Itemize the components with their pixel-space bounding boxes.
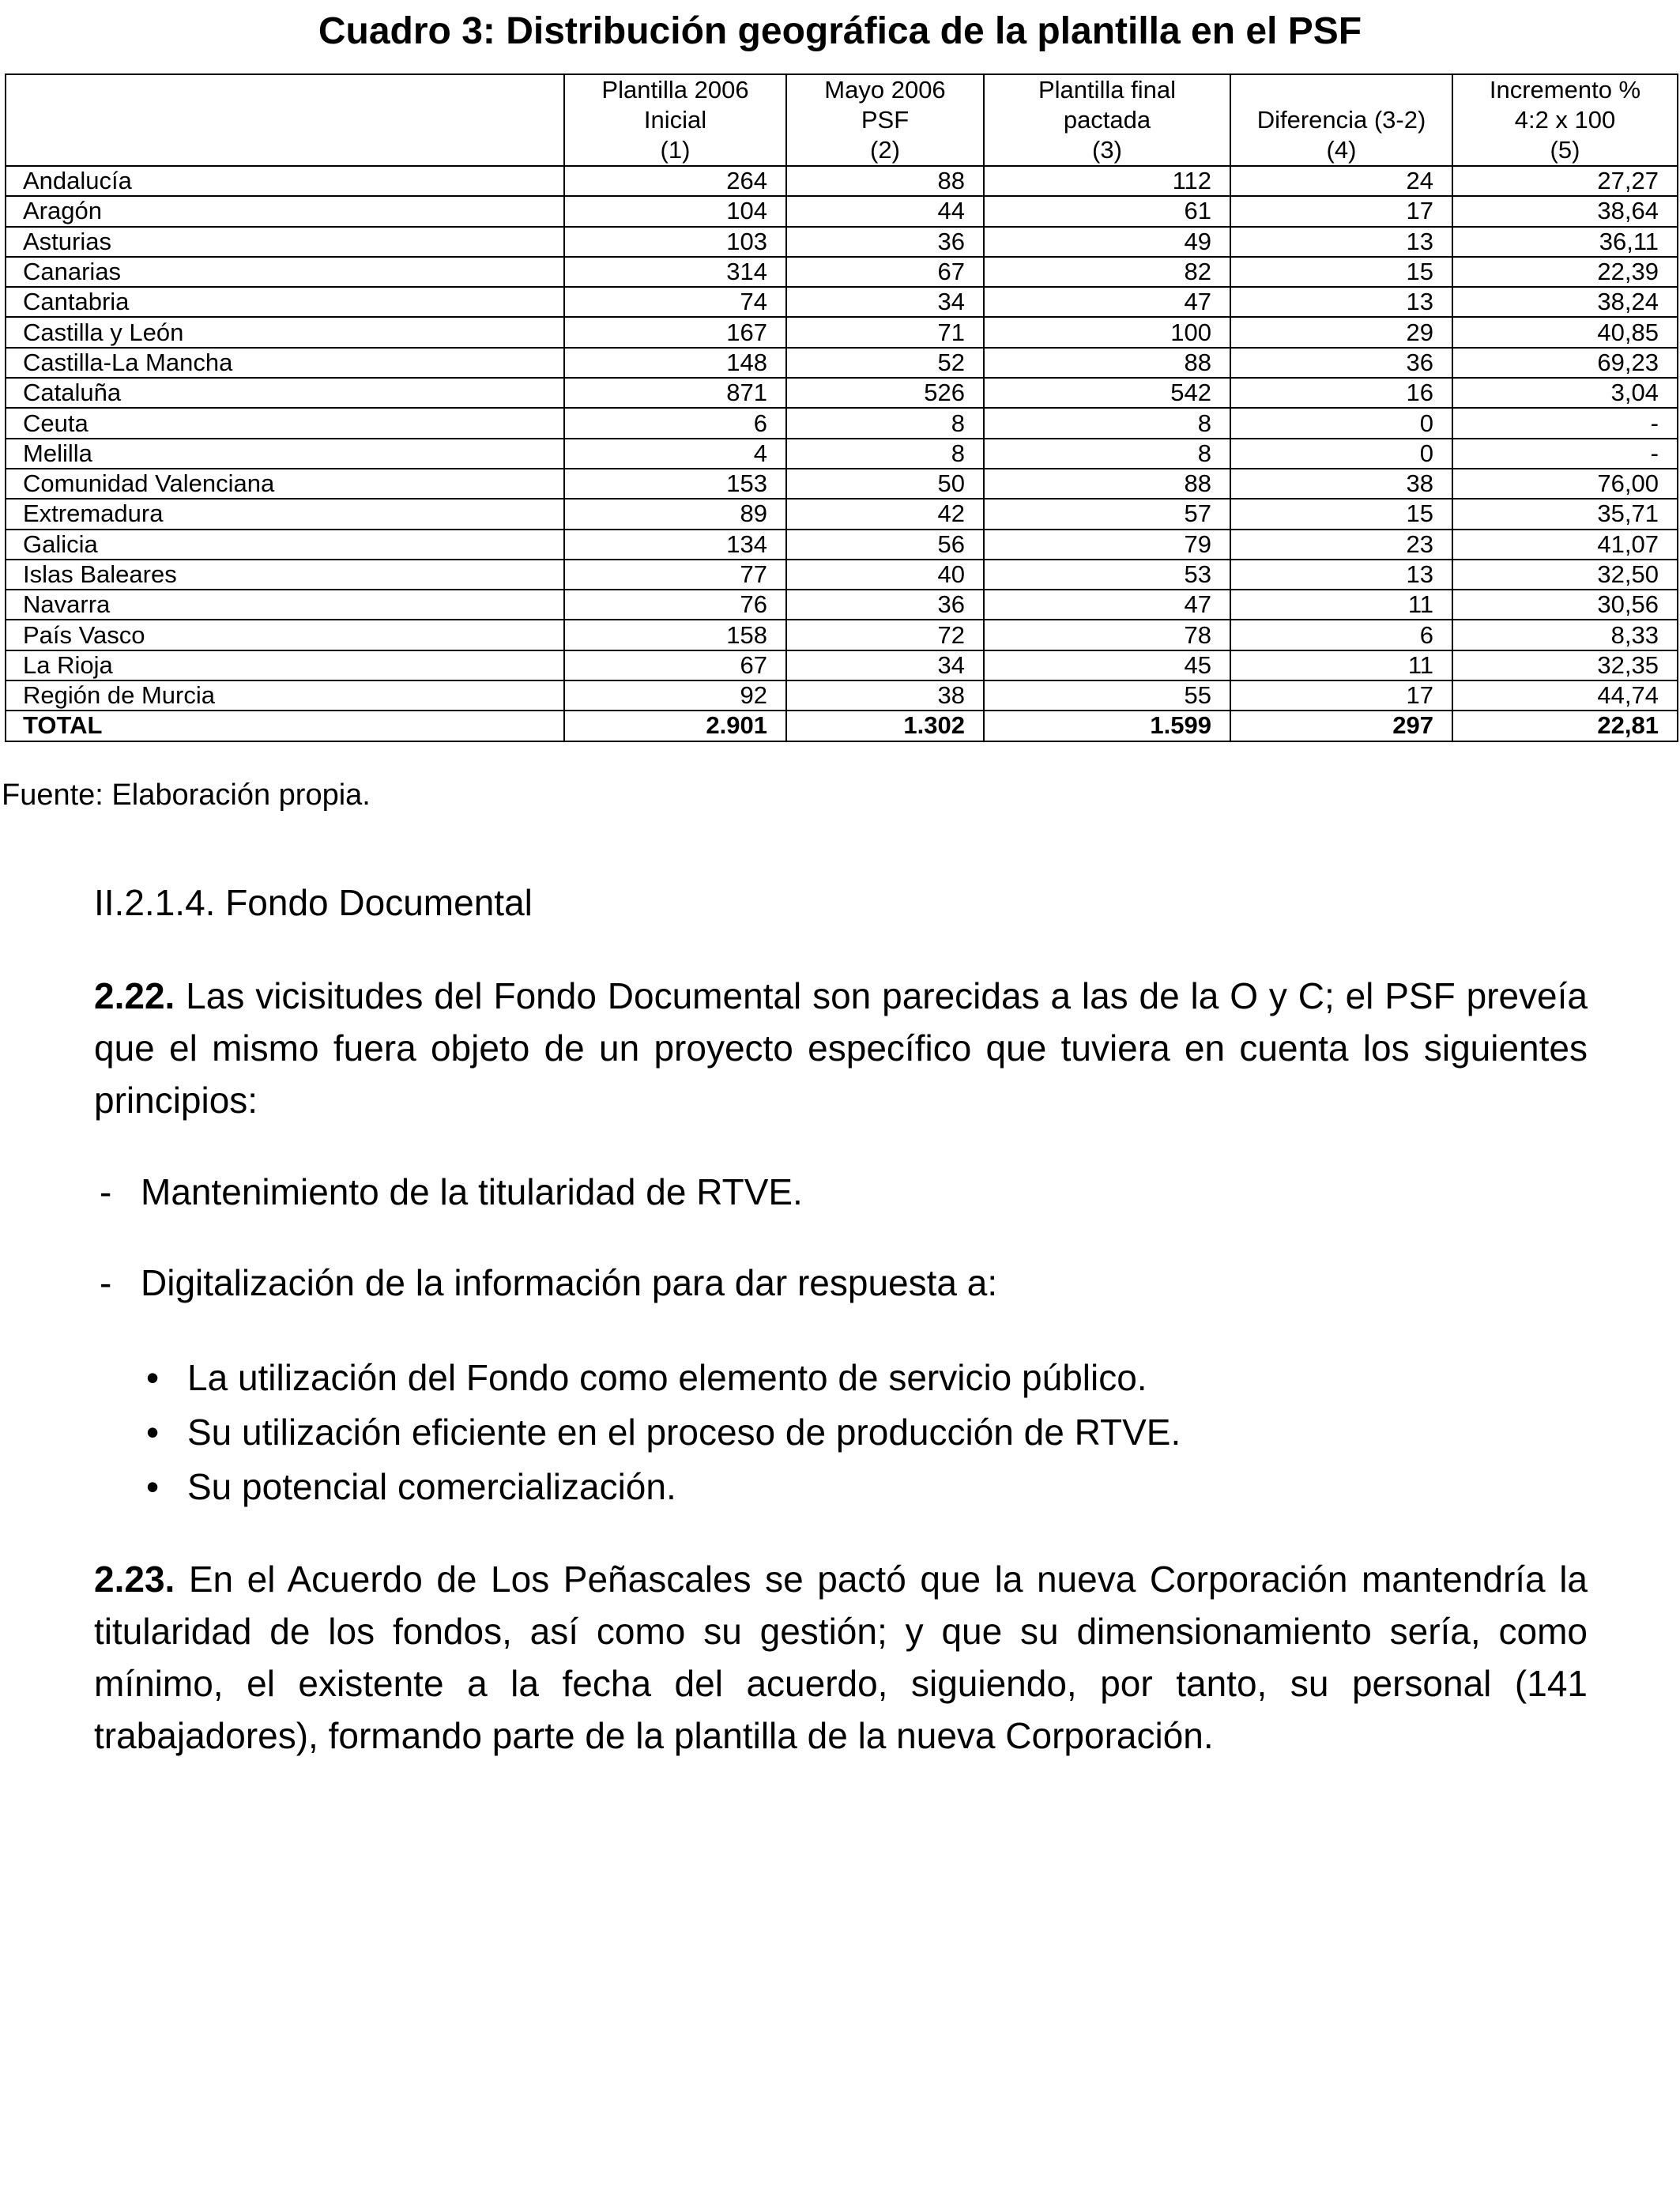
bullet-dot-icon: • (146, 1357, 160, 1398)
bullet-item-text: La utilización del Fondo como elemento de servicio público. (187, 1357, 1147, 1398)
incremento-cell: 38,64 (1452, 196, 1678, 226)
table-row (6, 650, 1678, 680)
bullet-dot-icon: • (146, 1412, 160, 1453)
table-row (6, 348, 1678, 378)
mayo-psf-cell: 34 (786, 287, 984, 317)
region-cell: La Rioja (6, 650, 564, 680)
header-line: (1) (660, 136, 691, 164)
diferencia-cell: 13 (1230, 227, 1452, 257)
table-row (6, 439, 1678, 469)
diferencia-cell: 11 (1230, 590, 1452, 620)
table-body (6, 166, 1678, 711)
region-cell: Asturias (6, 227, 564, 257)
header-line: (2) (870, 136, 900, 164)
region-cell: Cataluña (6, 378, 564, 408)
bullet-dot-icon: • (146, 1466, 160, 1507)
plantilla-final-cell: 8 (984, 439, 1230, 469)
table-total-row (6, 711, 1678, 741)
plantilla-final-cell: 57 (984, 499, 1230, 529)
dash-item (100, 1259, 997, 1306)
section-heading: II.2.1.4. Fondo Documental (94, 882, 533, 923)
paragraph-2-22 (94, 970, 1588, 1126)
plantilla-final-cell: 100 (984, 317, 1230, 347)
total-diferencia: 297 (1230, 711, 1452, 741)
table-title: Cuadro 3: Distribución geográfica de la plantilla en el PSF (318, 10, 1362, 52)
region-cell: Castilla-La Mancha (6, 348, 564, 378)
header-line: (4) (1326, 136, 1357, 164)
table-row (6, 378, 1678, 408)
table-row (6, 530, 1678, 560)
mayo-psf-cell: 34 (786, 650, 984, 680)
mayo-psf-cell: 526 (786, 378, 984, 408)
mayo-psf-cell: 42 (786, 499, 984, 529)
table-row (6, 287, 1678, 317)
plantilla-inicial-cell: 153 (564, 469, 786, 499)
region-cell: Ceuta (6, 408, 564, 438)
header-line: (5) (1550, 136, 1580, 164)
header-line: pactada (1063, 106, 1151, 134)
plantilla-inicial-cell: 76 (564, 590, 786, 620)
column-header-diferencia (1230, 74, 1452, 166)
plantilla-inicial-cell: 89 (564, 499, 786, 529)
plantilla-final-cell: 8 (984, 408, 1230, 438)
header-line: Diferencia (3-2) (1256, 106, 1426, 134)
dash-item (100, 1168, 803, 1216)
incremento-cell: 32,35 (1452, 650, 1678, 680)
table-row (6, 166, 1678, 196)
total-mayo-psf: 1.302 (786, 711, 984, 741)
paragraph-text: En el Acuerdo de Los Peñascales se pactó que la nueva Corporación mantendría la titularidad de los fondos, así como su gestión; y que su dimensionamiento sería, como mínimo, el existente a la fecha del acuerdo, siguiendo, por tanto, su personal (141 trabajadores), formando parte de la plantilla de la nueva Corporación. (94, 1559, 1588, 1756)
plantilla-final-cell: 53 (984, 560, 1230, 590)
diferencia-cell: 17 (1230, 196, 1452, 226)
table-row (6, 590, 1678, 620)
region-cell: Aragón (6, 196, 564, 226)
header-line: Incremento % (1489, 76, 1641, 104)
plantilla-final-cell: 47 (984, 590, 1230, 620)
plantilla-inicial-cell: 103 (564, 227, 786, 257)
plantilla-final-cell: 45 (984, 650, 1230, 680)
plantilla-inicial-cell: 6 (564, 408, 786, 438)
table-row (6, 196, 1678, 226)
table-row (6, 499, 1678, 529)
region-cell: Andalucía (6, 166, 564, 196)
incremento-cell: 40,85 (1452, 317, 1678, 347)
incremento-cell: 27,27 (1452, 166, 1678, 196)
plantilla-final-cell: 61 (984, 196, 1230, 226)
plantilla-final-cell: 88 (984, 348, 1230, 378)
region-cell: Comunidad Valenciana (6, 469, 564, 499)
mayo-psf-cell: 52 (786, 348, 984, 378)
incremento-cell: - (1452, 439, 1678, 469)
region-cell: Canarias (6, 257, 564, 287)
bullet-list (146, 1351, 1181, 1514)
diferencia-cell: 11 (1230, 650, 1452, 680)
plantilla-final-cell: 88 (984, 469, 1230, 499)
mayo-psf-cell: 44 (786, 196, 984, 226)
plantilla-inicial-cell: 74 (564, 287, 786, 317)
diferencia-cell: 17 (1230, 680, 1452, 711)
bullet-item (146, 1351, 1181, 1405)
plantilla-final-cell: 112 (984, 166, 1230, 196)
mayo-psf-cell: 88 (786, 166, 984, 196)
dash-marker: - (100, 1171, 112, 1212)
region-cell: Melilla (6, 439, 564, 469)
mayo-psf-cell: 8 (786, 439, 984, 469)
diferencia-cell: 13 (1230, 560, 1452, 590)
incremento-cell: 22,39 (1452, 257, 1678, 287)
diferencia-cell: 36 (1230, 348, 1452, 378)
diferencia-cell: 0 (1230, 439, 1452, 469)
header-line: PSF (861, 106, 910, 134)
column-header-plantilla-inicial (564, 74, 786, 166)
plantilla-final-cell: 49 (984, 227, 1230, 257)
bullet-item (146, 1460, 1181, 1514)
incremento-cell: 41,07 (1452, 530, 1678, 560)
diferencia-cell: 15 (1230, 257, 1452, 287)
diferencia-cell: 0 (1230, 408, 1452, 438)
region-cell: Región de Murcia (6, 680, 564, 711)
bullet-item (146, 1405, 1181, 1460)
diferencia-cell: 15 (1230, 499, 1452, 529)
header-line: Inicial (643, 106, 707, 134)
diferencia-cell: 24 (1230, 166, 1452, 196)
plantilla-inicial-cell: 148 (564, 348, 786, 378)
region-cell: Extremadura (6, 499, 564, 529)
table-row (6, 469, 1678, 499)
plantilla-inicial-cell: 264 (564, 166, 786, 196)
dash-item-text: Mantenimiento de la titularidad de RTVE. (141, 1171, 803, 1212)
column-header-plantilla-final (984, 74, 1230, 166)
plantilla-inicial-cell: 67 (564, 650, 786, 680)
header-line: Plantilla 2006 (601, 76, 749, 104)
plantilla-inicial-cell: 167 (564, 317, 786, 347)
table-row (6, 680, 1678, 711)
column-header-mayo-psf (786, 74, 984, 166)
incremento-cell: 69,23 (1452, 348, 1678, 378)
region-cell: Cantabria (6, 287, 564, 317)
incremento-cell: 8,33 (1452, 620, 1678, 650)
paragraph-text: Las vicisitudes del Fondo Documental son parecidas a las de la O y C; el PSF preveía que el mismo fuera objeto de un proyecto específico que tuviera en cuenta los siguientes principios: (94, 975, 1588, 1121)
diferencia-cell: 29 (1230, 317, 1452, 347)
plantilla-final-cell: 47 (984, 287, 1230, 317)
header-line: (3) (1092, 136, 1122, 164)
staff-distribution-table (5, 74, 1678, 742)
table-row (6, 317, 1678, 347)
dash-marker: - (100, 1262, 112, 1303)
header-line: Mayo 2006 (824, 76, 946, 104)
header-line: 4:2 x 100 (1514, 106, 1616, 134)
plantilla-inicial-cell: 92 (564, 680, 786, 711)
region-cell: Navarra (6, 590, 564, 620)
region-cell: Galicia (6, 530, 564, 560)
incremento-cell: 38,24 (1452, 287, 1678, 317)
total-incremento: 22,81 (1452, 711, 1678, 741)
plantilla-inicial-cell: 871 (564, 378, 786, 408)
mayo-psf-cell: 71 (786, 317, 984, 347)
plantilla-final-cell: 78 (984, 620, 1230, 650)
mayo-psf-cell: 67 (786, 257, 984, 287)
table-source-note: Fuente: Elaboración propia. (2, 778, 371, 812)
incremento-cell: - (1452, 408, 1678, 438)
region-cell: País Vasco (6, 620, 564, 650)
mayo-psf-cell: 72 (786, 620, 984, 650)
column-header-region (6, 74, 564, 166)
mayo-psf-cell: 38 (786, 680, 984, 711)
mayo-psf-cell: 50 (786, 469, 984, 499)
diferencia-cell: 16 (1230, 378, 1452, 408)
mayo-psf-cell: 40 (786, 560, 984, 590)
total-plantilla-inicial: 2.901 (564, 711, 786, 741)
table-row (6, 560, 1678, 590)
diferencia-cell: 23 (1230, 530, 1452, 560)
incremento-cell: 35,71 (1452, 499, 1678, 529)
table-header-row (6, 74, 1678, 166)
bullet-item-text: Su utilización eficiente en el proceso de producción de RTVE. (187, 1412, 1181, 1453)
mayo-psf-cell: 56 (786, 530, 984, 560)
diferencia-cell: 13 (1230, 287, 1452, 317)
total-plantilla-final: 1.599 (984, 711, 1230, 741)
incremento-cell: 76,00 (1452, 469, 1678, 499)
incremento-cell: 3,04 (1452, 378, 1678, 408)
dash-item-text: Digitalización de la información para dar respuesta a: (141, 1262, 998, 1303)
total-label: TOTAL (6, 711, 564, 741)
region-cell: Islas Baleares (6, 560, 564, 590)
table-row (6, 620, 1678, 650)
incremento-cell: 30,56 (1452, 590, 1678, 620)
mayo-psf-cell: 36 (786, 590, 984, 620)
mayo-psf-cell: 36 (786, 227, 984, 257)
plantilla-final-cell: 82 (984, 257, 1230, 287)
paragraph-number: 2.22. (94, 975, 175, 1016)
plantilla-final-cell: 79 (984, 530, 1230, 560)
plantilla-final-cell: 542 (984, 378, 1230, 408)
table-row (6, 408, 1678, 438)
plantilla-inicial-cell: 77 (564, 560, 786, 590)
paragraph-number: 2.23. (94, 1559, 175, 1600)
plantilla-inicial-cell: 104 (564, 196, 786, 226)
header-line: Plantilla final (1038, 76, 1177, 104)
paragraph-2-23 (94, 1553, 1588, 1762)
plantilla-inicial-cell: 314 (564, 257, 786, 287)
bullet-item-text: Su potencial comercialización. (187, 1466, 676, 1507)
plantilla-inicial-cell: 4 (564, 439, 786, 469)
column-header-incremento (1452, 74, 1678, 166)
diferencia-cell: 38 (1230, 469, 1452, 499)
diferencia-cell: 6 (1230, 620, 1452, 650)
plantilla-inicial-cell: 134 (564, 530, 786, 560)
incremento-cell: 44,74 (1452, 680, 1678, 711)
plantilla-inicial-cell: 158 (564, 620, 786, 650)
incremento-cell: 32,50 (1452, 560, 1678, 590)
mayo-psf-cell: 8 (786, 408, 984, 438)
table-row (6, 227, 1678, 257)
plantilla-final-cell: 55 (984, 680, 1230, 711)
region-cell: Castilla y León (6, 317, 564, 347)
table-row (6, 257, 1678, 287)
incremento-cell: 36,11 (1452, 227, 1678, 257)
